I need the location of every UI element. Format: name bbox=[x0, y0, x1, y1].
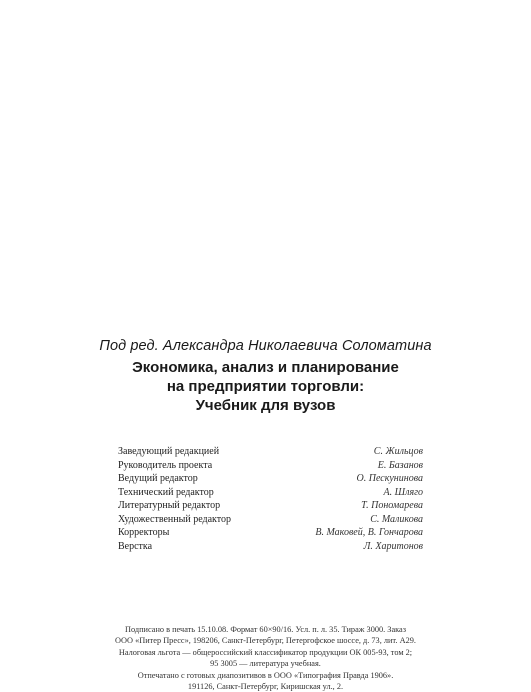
credit-role: Ведущий редактор bbox=[118, 473, 198, 484]
book-title bbox=[0, 358, 531, 415]
imprint-line: Отпечатано с готовых диапозитивов в ООО «Типография Правда 1906». bbox=[137, 670, 394, 680]
imprint-block bbox=[0, 624, 531, 692]
credits-list bbox=[118, 445, 423, 553]
book-title-subtitle: Учебник для вузов bbox=[195, 397, 336, 414]
imprint-line: Подписано в печать 15.10.08. Формат 60×90/16. Усл. п. л. 35. Тираж 3000. Заказ bbox=[124, 625, 407, 634]
book-title-line: на предприятии торговли: bbox=[166, 378, 365, 395]
credit-person: О. Пескунинова bbox=[356, 473, 423, 484]
book-title-line: Экономика, анализ и планирование bbox=[132, 359, 399, 376]
imprint-line: 191126, Санкт-Петербург, Киришская ул., 2. bbox=[187, 682, 344, 692]
credits-row bbox=[118, 540, 423, 554]
imprint-line: ООО «Питер Пресс», 198206, Санкт-Петербург, Петергофское шоссе, д. 73, лит. А29. bbox=[115, 636, 416, 646]
credit-person: В. Маковей, В. Гончарова bbox=[315, 527, 423, 538]
credit-role: Руководитель проекта bbox=[118, 459, 213, 471]
credit-person: Е. Базанов bbox=[377, 459, 423, 471]
imprint-line: 95 3005 — литература учебная. bbox=[210, 659, 321, 669]
credits-row bbox=[118, 445, 423, 459]
credits-row bbox=[118, 499, 423, 513]
credits-row bbox=[118, 526, 423, 540]
credit-role: Верстка bbox=[118, 540, 153, 552]
credits-row bbox=[118, 472, 423, 486]
credit-role: Технический редактор bbox=[118, 486, 214, 498]
credit-role: Литературный редактор bbox=[118, 500, 221, 511]
credit-role: Художественный редактор bbox=[118, 513, 231, 525]
credit-person: С. Маликова bbox=[370, 513, 423, 525]
imprint-line: Налоговая льгота — общероссийский классификатор продукции ОК 005-93, том 2; bbox=[118, 647, 413, 657]
credit-role: Корректоры bbox=[118, 527, 170, 538]
credits-row bbox=[118, 459, 423, 473]
credit-person: Л. Харитонов bbox=[363, 540, 423, 552]
credit-person: С. Жильцов bbox=[373, 446, 423, 457]
credit-person: А. Шляго bbox=[383, 486, 423, 498]
credit-role: Заведующий редакцией bbox=[118, 446, 220, 457]
credit-person: Т. Пономарева bbox=[361, 500, 423, 511]
credits-row bbox=[118, 513, 423, 527]
book-editor: Под ред. Александра Николаевича Соломатина bbox=[99, 338, 432, 354]
credits-row bbox=[118, 486, 423, 500]
